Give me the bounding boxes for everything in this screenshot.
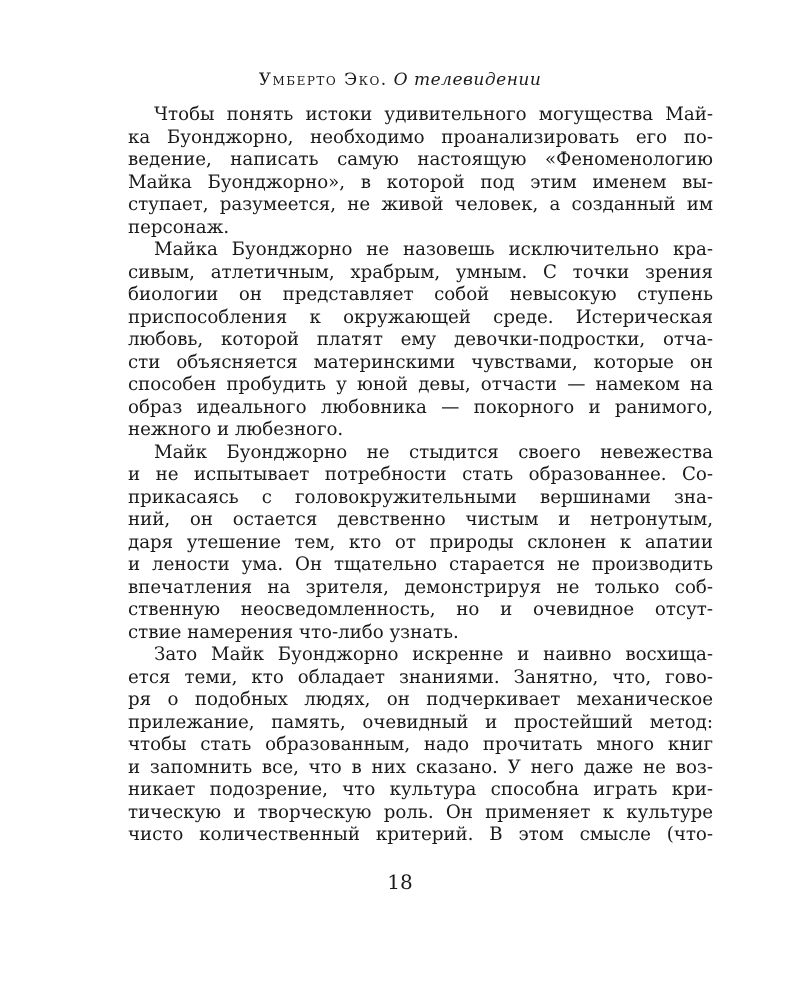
text-line: чисто количественный критерий. В этом смысле (что- [128, 824, 713, 845]
text-line: Зато Майк Буонджорно искренне и наивно восхища- [154, 644, 713, 665]
text-line: способен пробудить у юной девы, отчасти — намеком на [128, 374, 713, 395]
text-line: Майк Буонджорно не стыдится своего невежества [154, 441, 713, 463]
text-line: ственную неосведомленность, но и очевидное отсут- [128, 599, 713, 620]
text-line: ется теми, кто обладает знаниями. Занятно, что, гово- [128, 666, 713, 688]
text-line: сти объясняется материнскими чувствами, которые он [128, 351, 713, 373]
text-line: Майка Буонджорно не назовешь исключительно кра- [154, 239, 713, 260]
text-line: ря о подобных людях, он подчеркивает механическое [128, 689, 713, 710]
text-line: сивым, атлетичным, храбрым, умным. С точки зрения [128, 261, 713, 283]
running-head-author: Умберто Эко. [258, 70, 388, 90]
text-line: впечатления на зрителя, демонстрируя не только соб- [128, 576, 713, 598]
text-line: прилежание, память, очевидный и простейший метод: [128, 711, 713, 733]
text-line: ступает, разумеется, не живой человек, а созданный им [128, 194, 713, 215]
text-line: ний, он остается девственно чистым и нетронутым, [128, 509, 713, 530]
text-line: приспособления к окружающей среде. Истерическая [128, 306, 713, 328]
text-line: биологии он представляет собой невысокую ступень [128, 284, 713, 305]
body-text [128, 104, 713, 847]
page-number: 18 [387, 870, 413, 894]
text-line: образ идеального любовника — покорного и ранимого, [128, 396, 713, 418]
running-head-book-title: О телевидении [393, 70, 542, 90]
text-line: тическую и творческую роль. Он применяет к культуре [128, 801, 713, 823]
text-line: и лености ума. Он тщательно старается не производить [128, 554, 713, 575]
text-line: Майка Буонджорно», в которой под этим именем вы- [128, 171, 713, 193]
text-line: чтобы стать образованным, надо прочитать много книг [128, 734, 713, 755]
text-line: и не испытывает потребности стать образованнее. Со- [128, 464, 713, 485]
text-line: ствие намерения что-либо узнать. [128, 621, 459, 643]
running-head [0, 70, 800, 90]
text-line: и запомнить все, что в них сказано. У него даже не воз- [128, 756, 713, 778]
text-line: никает подозрение, что культура способна играть кри- [128, 779, 713, 800]
text-line: нежного и любезного. [128, 419, 344, 440]
text-line: ведение, написать самую настоящую «Феноменологию [128, 149, 713, 170]
text-line: персонаж. [128, 216, 230, 238]
text-line: Чтобы понять истоки удивительного могущества Май- [154, 104, 713, 125]
text-line: прикасаясь с головокружительными вершинами зна- [128, 486, 713, 508]
text-line: любовь, которой платят ему девочки-подростки, отча- [128, 329, 713, 350]
text-line: даря утешение тем, кто от природы склонен к апатии [128, 531, 713, 553]
text-line: ка Буонджорно, необходимо проанализировать его по- [128, 126, 713, 148]
